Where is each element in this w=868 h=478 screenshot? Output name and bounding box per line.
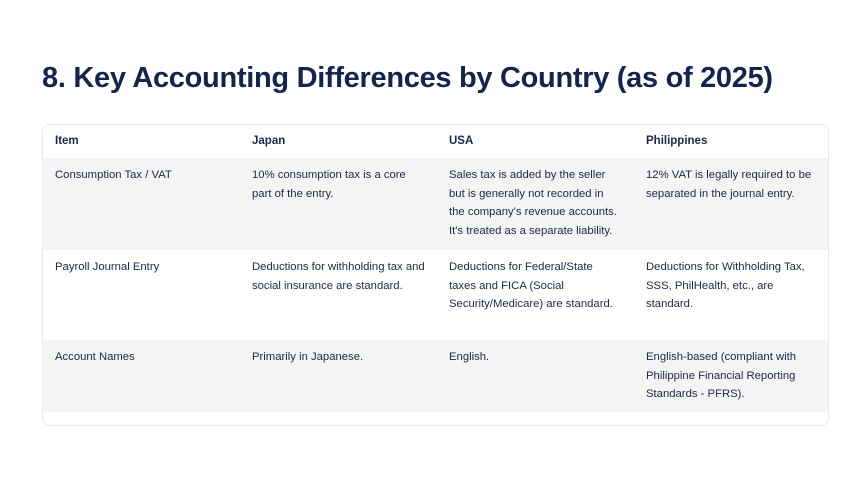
table-cell-philippines: English-based (compliant with Philippine Financial Reporting Standards - PFRS). [634, 340, 829, 412]
column-header-philippines: Philippines [634, 125, 829, 158]
comparison-table [42, 124, 829, 426]
table-cell-philippines: Deductions for Withholding Tax, SSS, PhilHealth, etc., are standard. [634, 250, 829, 340]
column-header-item: Item [43, 125, 240, 158]
table-cell-japan: 10% consumption tax is a core part of the entry. [240, 158, 437, 250]
table-row [43, 340, 829, 412]
table-cell-usa: English. [437, 340, 634, 412]
table-header-row [43, 125, 829, 158]
row-label: Account Names [43, 340, 240, 412]
column-header-japan: Japan [240, 125, 437, 158]
table-cell-philippines: 12% VAT is legally required to be separated in the journal entry. [634, 158, 829, 250]
table-cell-usa: Sales tax is added by the seller but is generally not recorded in the company's revenue accounts. It's treated as a separate liability. [437, 158, 634, 250]
page-title: 8. Key Accounting Differences by Country (as of 2025) [42, 62, 773, 94]
table-row [43, 250, 829, 340]
table-cell-japan: Primarily in Japanese. [240, 340, 437, 412]
table-row [43, 158, 829, 250]
row-label: Consumption Tax / VAT [43, 158, 240, 250]
row-label: Payroll Journal Entry [43, 250, 240, 340]
column-header-usa: USA [437, 125, 634, 158]
table-cell-japan: Deductions for withholding tax and social insurance are standard. [240, 250, 437, 340]
table-cell-usa: Deductions for Federal/State taxes and FICA (Social Security/Medicare) are standard. [437, 250, 634, 340]
